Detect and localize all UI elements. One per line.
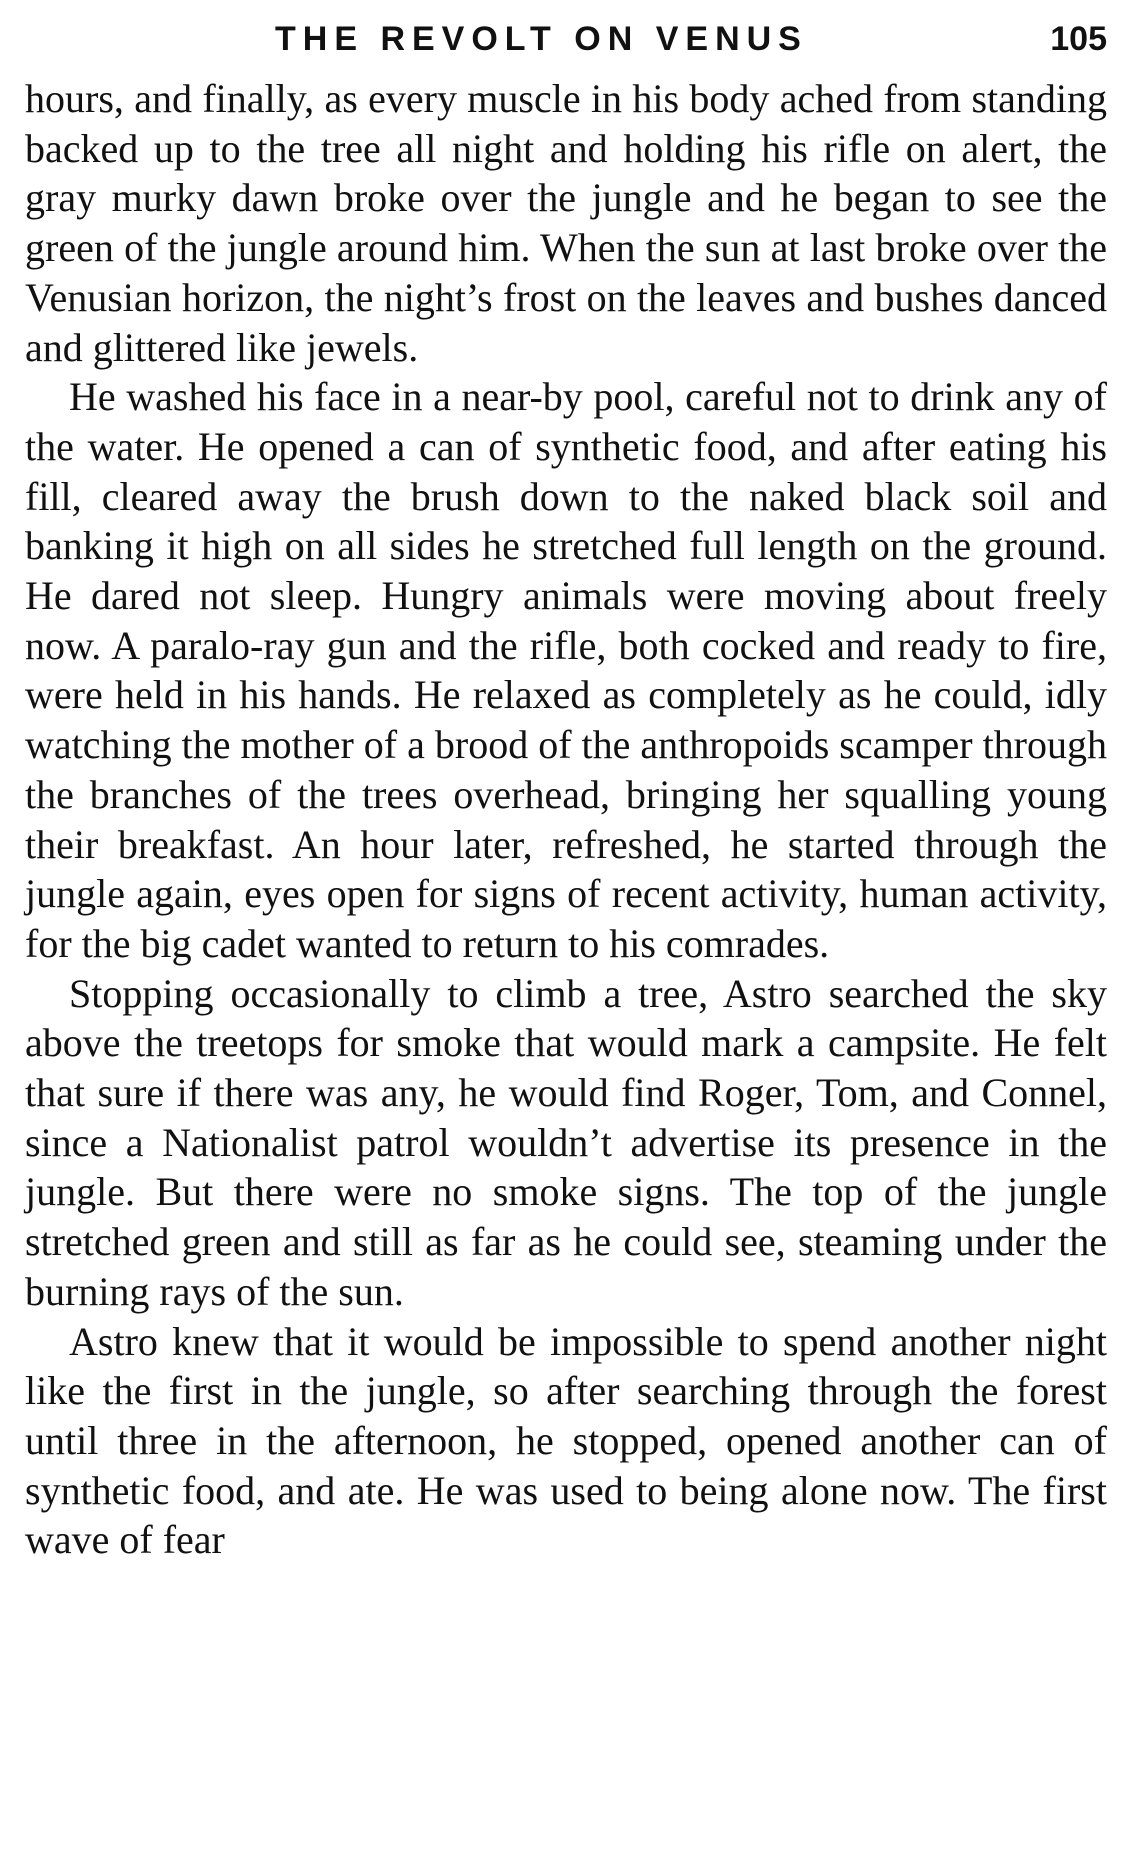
book-page [25, 18, 1107, 1565]
paragraph: He washed his face in a near-by pool, careful not to drink any of the water. He opened a can of synthetic food, and after eating his fill, cleared away the brush down to the naked black soil and banking it high on all sides he stretched full length on the ground. He dared not sleep. Hungry animals were moving about freely now. A paralo-ray gun and the rifle, both cocked and ready to fire, were held in his hands. He relaxed as completely as he could, idly watching the mother of a brood of the anthropoids scamper through the branches of the trees overhead, bringing her squalling young their breakfast. An hour later, refreshed, he started through the jungle again, eyes open for signs of recent activity, human activity, for the big cadet wanted to return to his comrades. [25, 374, 1107, 966]
page-number: 105 [1050, 20, 1107, 58]
paragraph: Astro knew that it would be impossible to spend another night like the first in the jungle, so after searching through the forest until three in the afternoon, he stopped, opened another can of synthetic food, and ate. He was used to being alone now. The first wave of fear [25, 1318, 1107, 1563]
body-text [25, 74, 1107, 1565]
paragraph-continued: hours, and finally, as every muscle in his body ached from standing backed up to the tree all night and holding his rifle on alert, the gray murky dawn broke over the jungle and he began to see the green of the jungle around him. When the sun at last broke over the Venusian horizon, the night’s frost on the leaves and bushes danced and glittered like jewels. [25, 76, 1107, 370]
paragraph: Stopping occasionally to climb a tree, Astro searched the sky above the treetops for smoke that would mark a campsite. He felt that sure if there was any, he would find Roger, Tom, and Connel, since a Nationalist patrol wouldn’t advertise its presence in the jungle. But there were no smoke signs. The top of the jungle stretched green and still as far as he could see, steaming under the burning rays of the sun. [25, 970, 1107, 1314]
running-title: THE REVOLT ON VENUS [275, 20, 808, 58]
running-head [25, 18, 1107, 74]
